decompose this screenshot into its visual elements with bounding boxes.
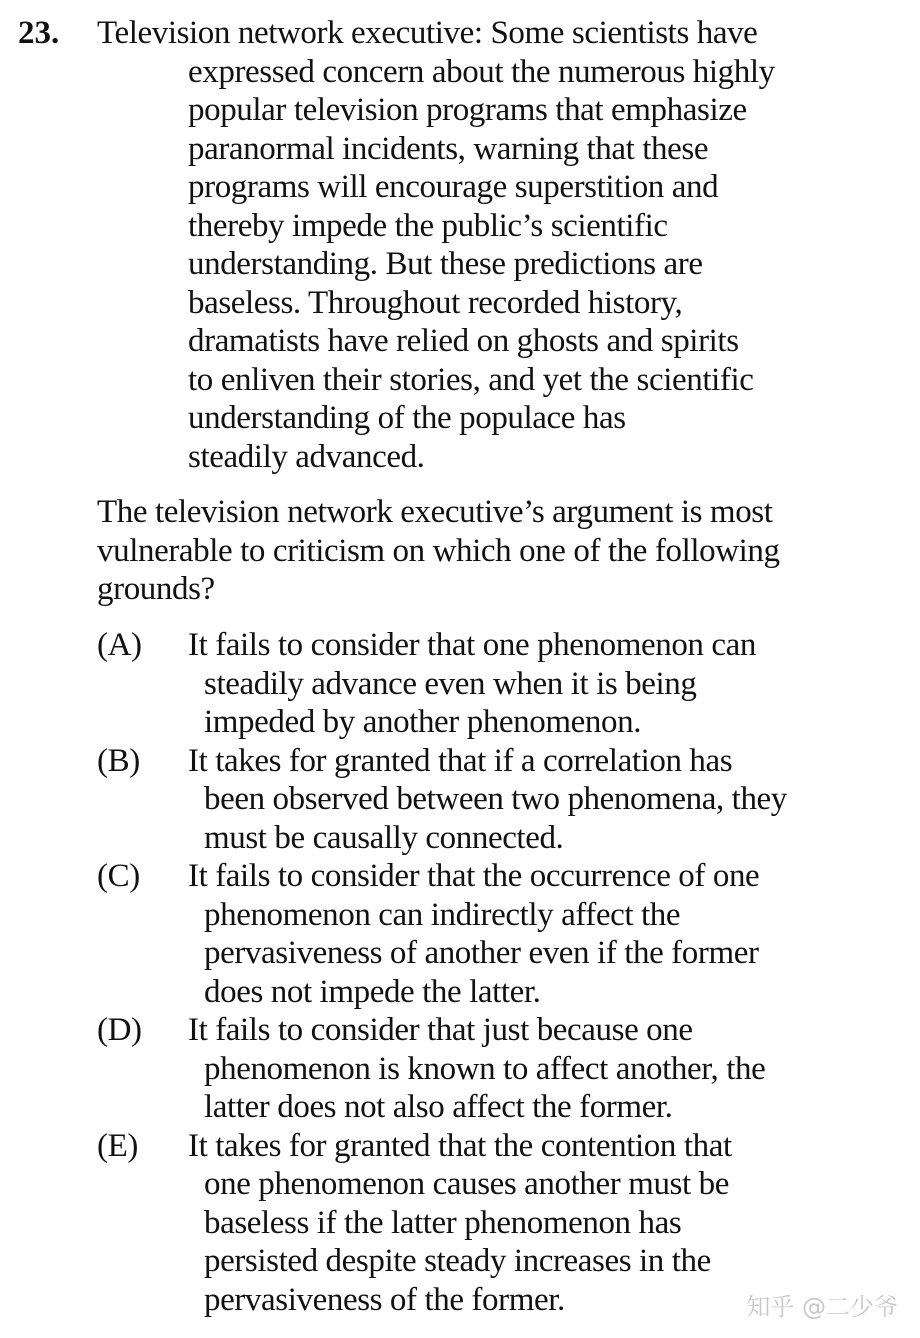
stimulus-line: understanding of the populace has: [188, 400, 626, 436]
answer-choice-a[interactable]: [97, 626, 897, 742]
answer-choice-c[interactable]: [97, 857, 897, 1011]
choice-line: persisted despite steady increases in the: [204, 1243, 711, 1279]
answer-choice-b[interactable]: [97, 742, 897, 858]
choice-line: pervasiveness of another even if the former: [204, 935, 759, 971]
stimulus-line: to enliven their stories, and yet the scientific: [188, 361, 754, 398]
choice-line: one phenomenon causes another must be: [204, 1166, 729, 1202]
choice-line: It takes for granted that the contention that: [188, 1127, 732, 1164]
stimulus-line: thereby impede the public’s scientific: [188, 207, 668, 244]
stem-line: grounds?: [97, 571, 215, 607]
watermark: 知乎 @二少爷: [746, 1293, 898, 1321]
choice-line: been observed between two phenomena, they: [204, 781, 787, 817]
choice-line: phenomenon is known to affect another, the: [204, 1050, 766, 1087]
choice-line: It fails to consider that just because one: [188, 1012, 693, 1048]
choice-line: must be causally connected.: [204, 819, 564, 856]
choice-line: steadily advance even when it is being: [204, 665, 697, 702]
choice-letter: (D): [97, 1012, 142, 1048]
question-stimulus: [97, 14, 897, 476]
choice-line: does not impede the latter.: [204, 973, 541, 1010]
stimulus-line: paranormal incidents, warning that these: [188, 130, 709, 167]
choice-line: It fails to consider that the occurrence of one: [188, 858, 760, 894]
choice-line: phenomenon can indirectly affect the: [204, 896, 681, 933]
stimulus-line: understanding. But these predictions are: [188, 246, 703, 282]
choice-letter: (A): [97, 627, 142, 663]
choice-letter: (B): [97, 742, 140, 779]
choice-line: It takes for granted that if a correlation has: [188, 742, 733, 779]
choice-line: It fails to consider that one phenomenon can: [188, 627, 756, 663]
stimulus-line: dramatists have relied on ghosts and spirits: [188, 323, 739, 359]
stimulus-speaker-line: Television network executive: Some scientists have: [97, 15, 758, 51]
choice-letter: (E): [97, 1127, 138, 1164]
stem-line: The television network executive’s argument is most: [97, 494, 773, 530]
stem-line: vulnerable to criticism on which one of the following: [97, 532, 780, 569]
answer-choices: [97, 626, 897, 1319]
stimulus-line: popular television programs that emphasize: [188, 92, 747, 128]
answer-choice-d[interactable]: [97, 1011, 897, 1127]
stimulus-line: programs will encourage superstition and: [188, 169, 719, 205]
choice-line: baseless if the latter phenomenon has: [204, 1204, 682, 1241]
choice-line: impeded by another phenomenon.: [204, 704, 642, 740]
choice-line: latter does not also affect the former.: [204, 1089, 673, 1125]
stimulus-line: steadily advanced.: [188, 438, 425, 475]
choice-line: pervasiveness of the former.: [204, 1281, 565, 1318]
choice-letter: (C): [97, 858, 140, 894]
question-stem: [97, 493, 897, 609]
stimulus-line: baseless. Throughout recorded history,: [188, 284, 683, 321]
question-number: 23.: [18, 15, 60, 51]
stimulus-line: expressed concern about the numerous highly: [188, 53, 775, 90]
